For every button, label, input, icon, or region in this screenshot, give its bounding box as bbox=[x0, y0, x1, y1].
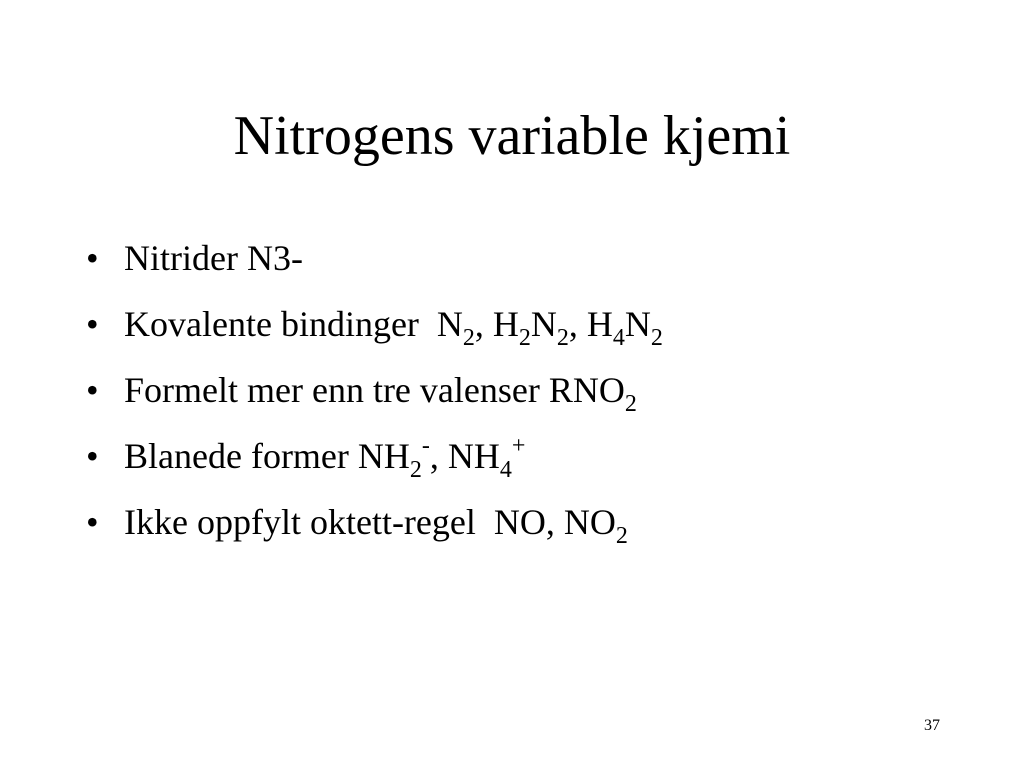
text-run: Blanede former NH bbox=[124, 436, 410, 476]
formula-sub: 2 bbox=[650, 325, 663, 351]
bullet-item bbox=[86, 364, 966, 430]
formula-sup: + bbox=[511, 433, 526, 459]
bullet-icon: • bbox=[86, 502, 99, 542]
text-run: N bbox=[624, 304, 651, 344]
formula-sup: - bbox=[421, 433, 430, 459]
bullet-icon: • bbox=[86, 436, 99, 476]
formula-sub: 2 bbox=[409, 457, 422, 483]
bullet-text bbox=[124, 496, 628, 548]
text-run: Ikke oppfylt oktett-regel NO, NO bbox=[124, 502, 616, 542]
slide-title: Nitrogens variable kjemi bbox=[233, 105, 791, 167]
bullet-icon: • bbox=[86, 370, 99, 410]
formula-sub: 2 bbox=[615, 523, 628, 549]
page-number: 37 bbox=[924, 717, 940, 734]
bullet-text bbox=[124, 298, 663, 350]
text-run: Formelt mer enn tre valenser RNO bbox=[124, 370, 625, 410]
formula-sub: 4 bbox=[612, 325, 625, 351]
text-run: , H bbox=[474, 304, 519, 344]
bullet-text bbox=[124, 430, 525, 482]
bullet-text bbox=[124, 232, 303, 284]
formula-sub: 2 bbox=[462, 325, 475, 351]
bullet-item bbox=[86, 232, 966, 298]
text-run: Nitrider N3- bbox=[124, 238, 303, 278]
bullet-icon: • bbox=[86, 304, 99, 344]
bullet-item bbox=[86, 298, 966, 364]
text-run: , NH bbox=[429, 436, 500, 476]
text-run: Kovalente bindinger N bbox=[124, 304, 463, 344]
bullet-text bbox=[124, 364, 637, 416]
bullet-list bbox=[86, 232, 966, 562]
formula-sub: 2 bbox=[518, 325, 531, 351]
bullet-item bbox=[86, 430, 966, 496]
text-run: N bbox=[530, 304, 557, 344]
bullet-item bbox=[86, 496, 966, 562]
formula-sub: 2 bbox=[624, 391, 637, 417]
formula-sub: 4 bbox=[499, 457, 512, 483]
bullet-icon: • bbox=[86, 238, 99, 278]
formula-sub: 2 bbox=[556, 325, 569, 351]
text-run: , H bbox=[568, 304, 613, 344]
